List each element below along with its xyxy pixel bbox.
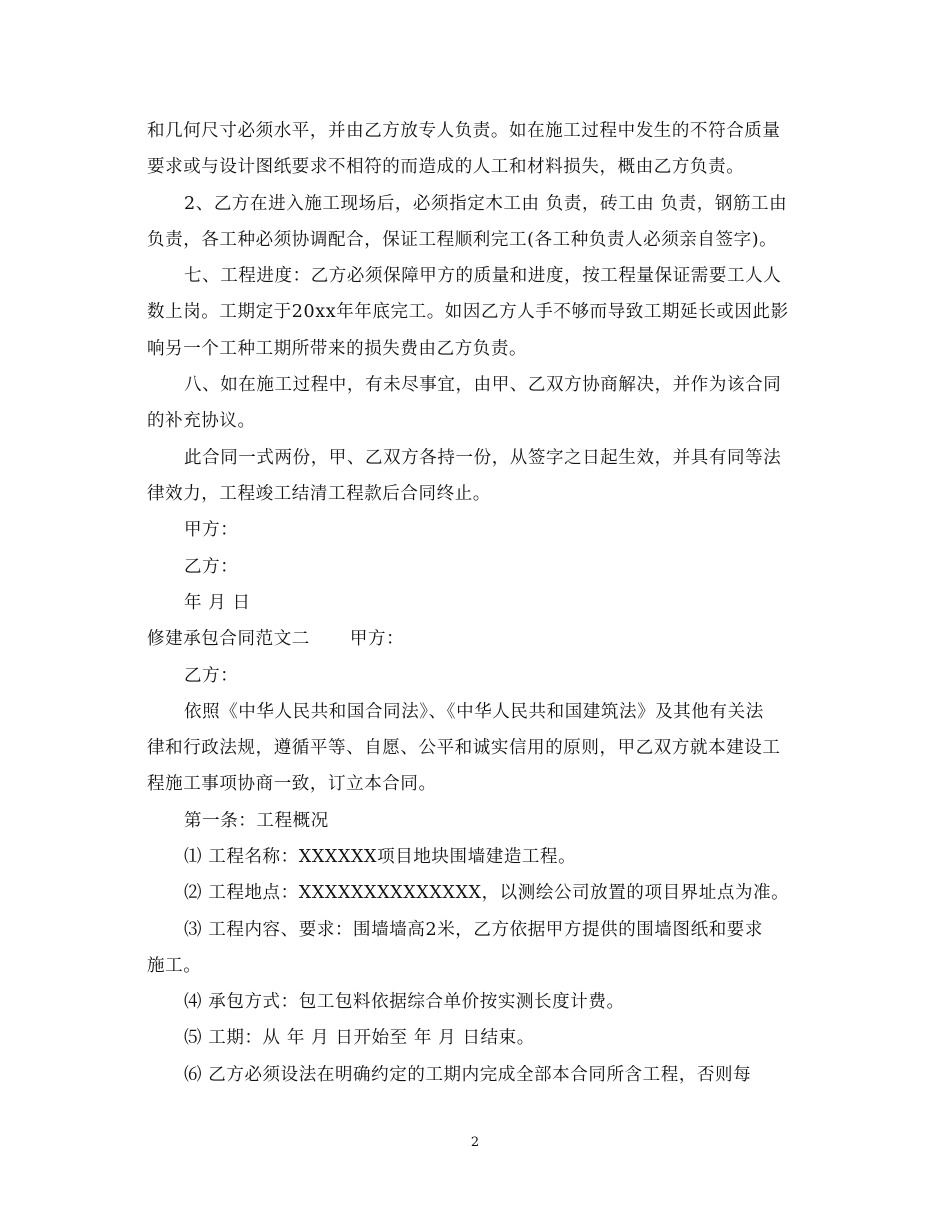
- body-text-line: 律和行政法规，遵循平等、自愿、公平和诚实信用的原则，甲乙双方就本建设工: [147, 738, 781, 758]
- section-eight-heading-line: 八、如在施工过程中，有未尽事宜，由甲、乙双方协商解决，并作为该合同: [184, 375, 782, 395]
- list-item: ⑹ 乙方必须设法在明确约定的工期内完成全部本合同所含工程，否则每: [184, 1065, 752, 1085]
- body-text-line: 施工。: [147, 956, 202, 976]
- body-text-line: 响另一个工种工期所带来的损失费由乙方负责。: [147, 339, 528, 359]
- body-text-line: 律效力，工程竣工结清工程款后合同终止。: [147, 484, 491, 504]
- party-a-signature-line: 甲方：: [184, 520, 239, 540]
- body-text-line: 依照《中华人民共和国合同法》、《中华人民共和国建筑法》及其他有关法: [184, 702, 764, 722]
- list-item: ⑴ 工程名称：XXXXXX项目地块围墙建造工程。: [184, 847, 577, 867]
- section-title-line: [147, 627, 404, 651]
- article-one-heading: 第一条：工程概况: [184, 811, 329, 831]
- body-text-line: 负责，各工种必须协调配合，保证工程顺利完工(各工种负责人必须亲自签字)。: [147, 230, 778, 250]
- body-text-line: 此合同一式两份，甲、乙双方各持一份，从签字之日起生效，并具有同等法: [184, 448, 782, 468]
- date-line: 年 月 日: [184, 593, 251, 613]
- body-text-line: 要求或与设计图纸要求不相符的而造成的人工和材料损失，概由乙方负责。: [147, 157, 745, 177]
- party-b-label: 乙方：: [184, 666, 239, 686]
- section-title: 修建承包合同范文二: [147, 629, 310, 649]
- list-item: ⑷ 承包方式：包工包料依据综合单价按实测长度计费。: [184, 992, 625, 1012]
- party-b-signature-line: 乙方：: [184, 557, 239, 577]
- list-item: ⑶ 工程内容、要求：围墙墙高2米，乙方依据甲方提供的围墙图纸和要求: [184, 920, 763, 940]
- page-number: 2: [470, 1135, 480, 1150]
- section-seven-heading-line: 七、工程进度：乙方必须保障甲方的质量和进度，按工程量保证需要工人人: [184, 266, 782, 286]
- party-a-label: 甲方：: [349, 629, 405, 649]
- body-text-line: 的补充协议。: [147, 411, 256, 431]
- list-item: ⑵ 工程地点：XXXXXXXXXXXXXX，以测绘公司放置的项目界址点为准。: [184, 883, 790, 903]
- body-text-line: 程施工事项协商一致，订立本合同。: [147, 774, 437, 794]
- body-text-line: 数上岗。工期定于20xx年年底完工。如因乙方人手不够而导致工期延长或因此影: [147, 302, 789, 322]
- body-text-line: 2、乙方在进入施工现场后，必须指定木工由 负责，砖工由 负责，钢筋工由: [184, 194, 788, 214]
- list-item: ⑸ 工期：从 年 月 日开始至 年 月 日结束。: [184, 1028, 535, 1048]
- body-text-line: 和几何尺寸必须水平，并由乙方放专人负责。如在施工过程中发生的不符合质量: [147, 121, 781, 141]
